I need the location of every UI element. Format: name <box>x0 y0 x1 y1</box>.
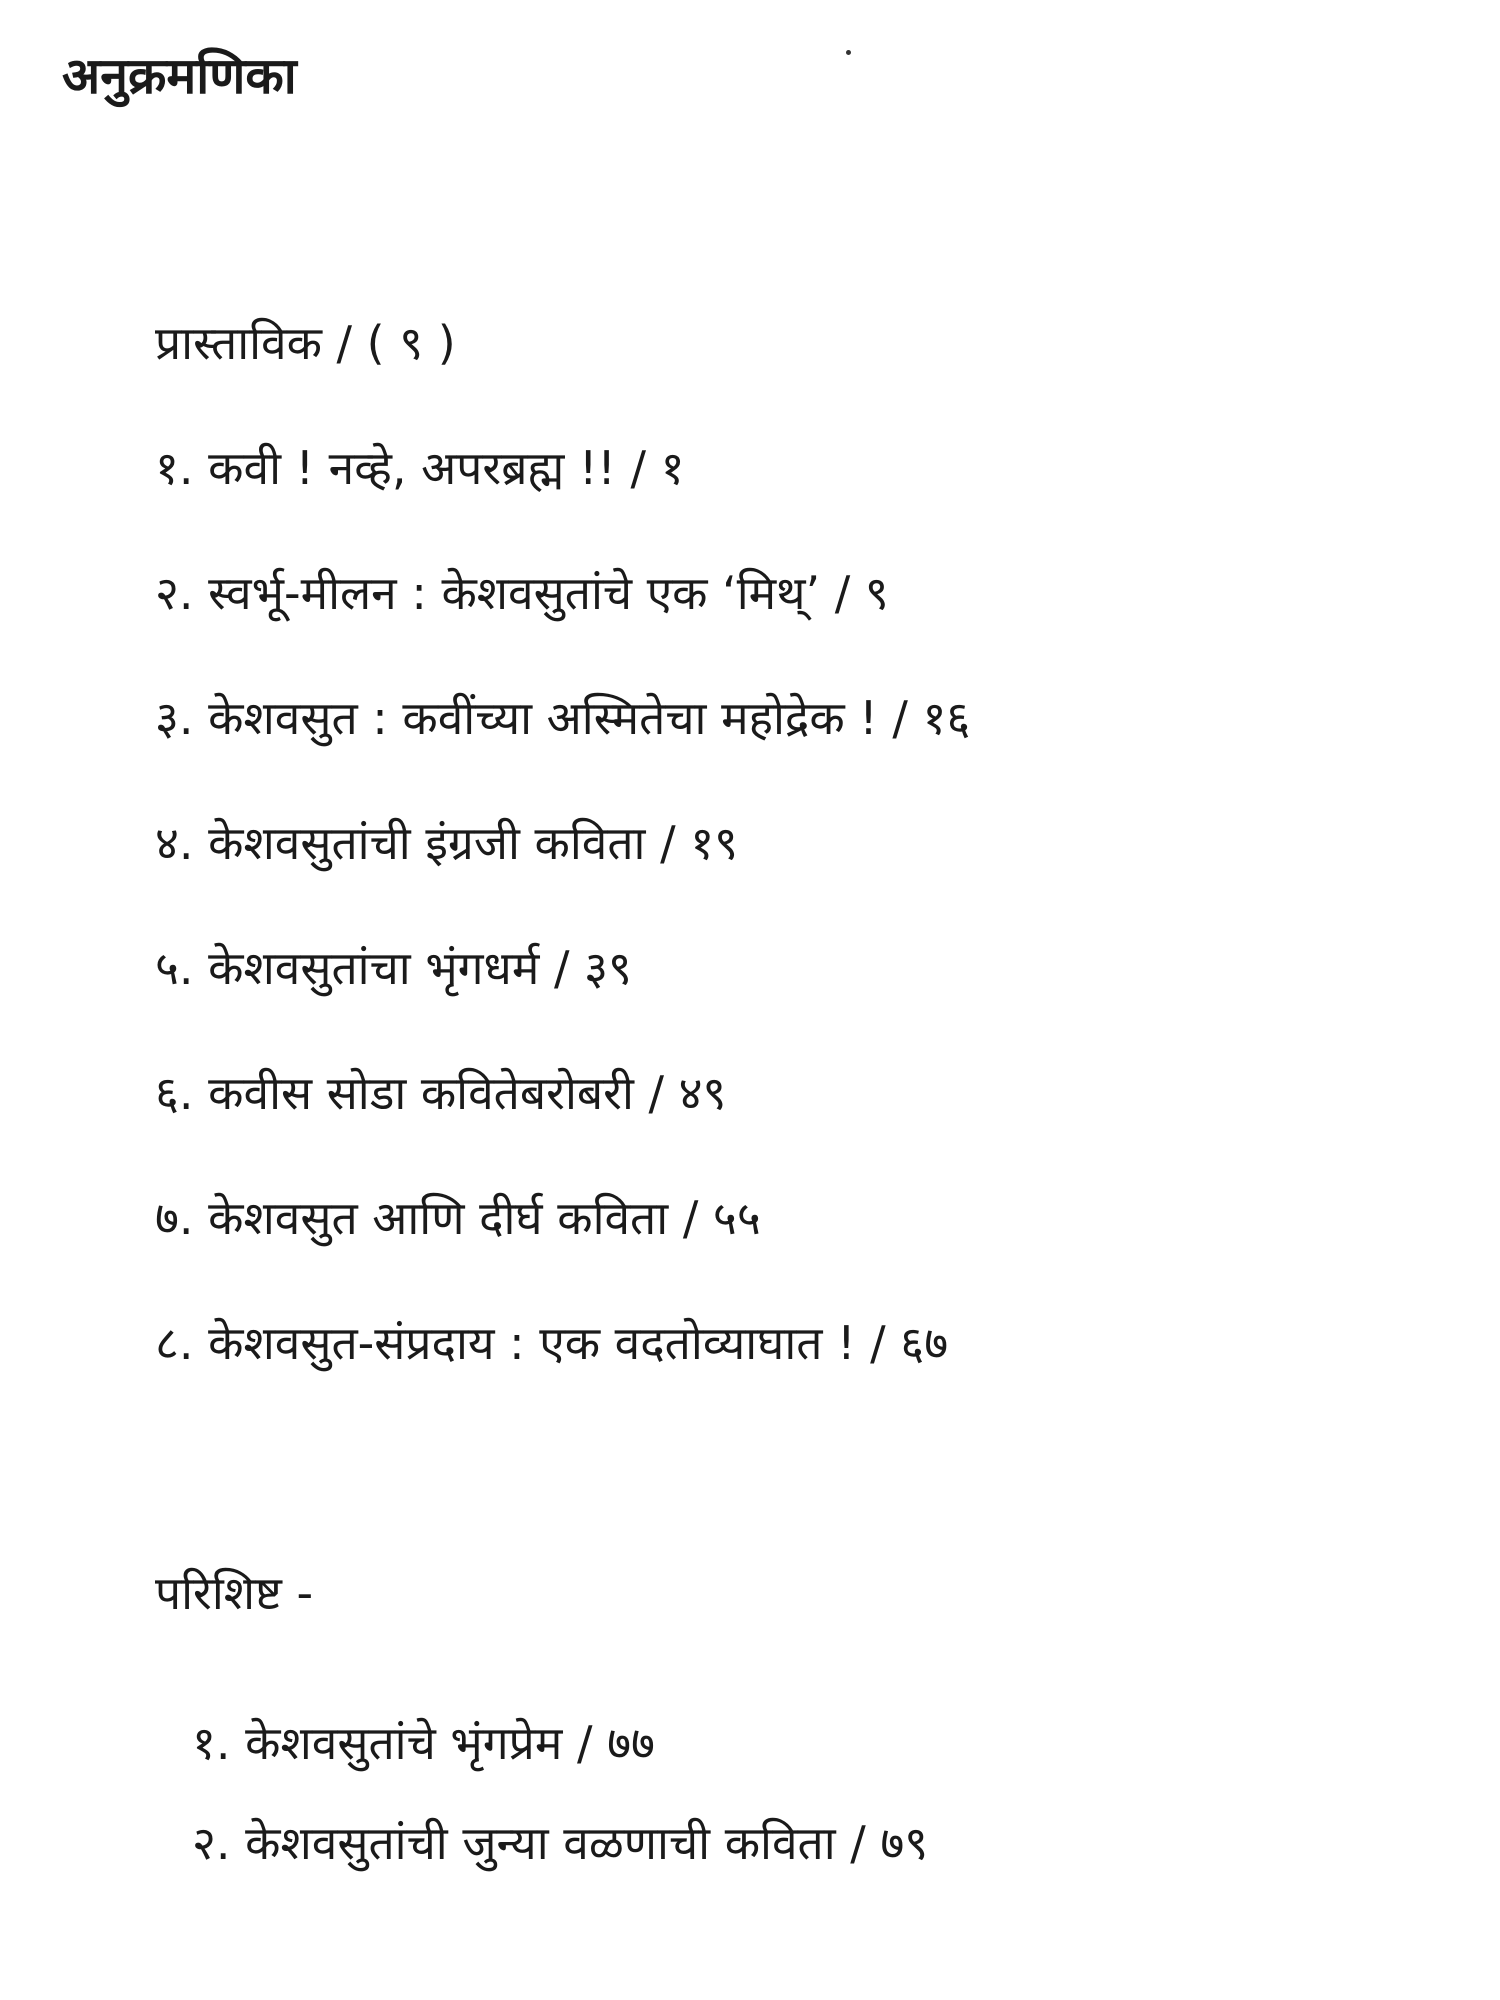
preface-entry: प्रास्ताविक / ( ९ ) <box>155 316 456 370</box>
toc-entry-6: ६. कवीस सोडा कवितेबरोबरी / ४९ <box>155 1066 727 1120</box>
toc-entry-7: ७. केशवसुत आणि दीर्घ कविता / ५५ <box>155 1191 761 1245</box>
appendix-entry-2: २. केशवसुतांची जुन्या वळणाची कविता / ७९ <box>192 1816 929 1870</box>
toc-entry-1: १. कवी ! नव्हे, अपरब्रह्म !! / १ <box>155 441 685 495</box>
toc-entry-8: ८. केशवसुत-संप्रदाय : एक वदतोव्याघात ! / ६७ <box>155 1316 949 1370</box>
page-title: अनुक्रमणिका <box>62 47 297 105</box>
appendix-entry-1: १. केशवसुतांचे भृंगप्रेम / ७७ <box>192 1716 655 1770</box>
appendix-heading: परिशिष्ट - <box>155 1566 314 1620</box>
toc-entry-5: ५. केशवसुतांचा भृंगधर्म / ३९ <box>155 941 632 995</box>
toc-entry-4: ४. केशवसुतांची इंग्रजी कविता / १९ <box>155 816 739 870</box>
toc-entry-3: ३. केशवसुत : कवींच्या अस्मितेचा महोद्रेक ! / १६ <box>155 691 971 745</box>
toc-entry-2: २. स्वर्भू-मीलन : केशवसुतांचे एक ‘मिथ्’ / ९ <box>155 566 889 620</box>
scan-speck <box>846 50 851 55</box>
